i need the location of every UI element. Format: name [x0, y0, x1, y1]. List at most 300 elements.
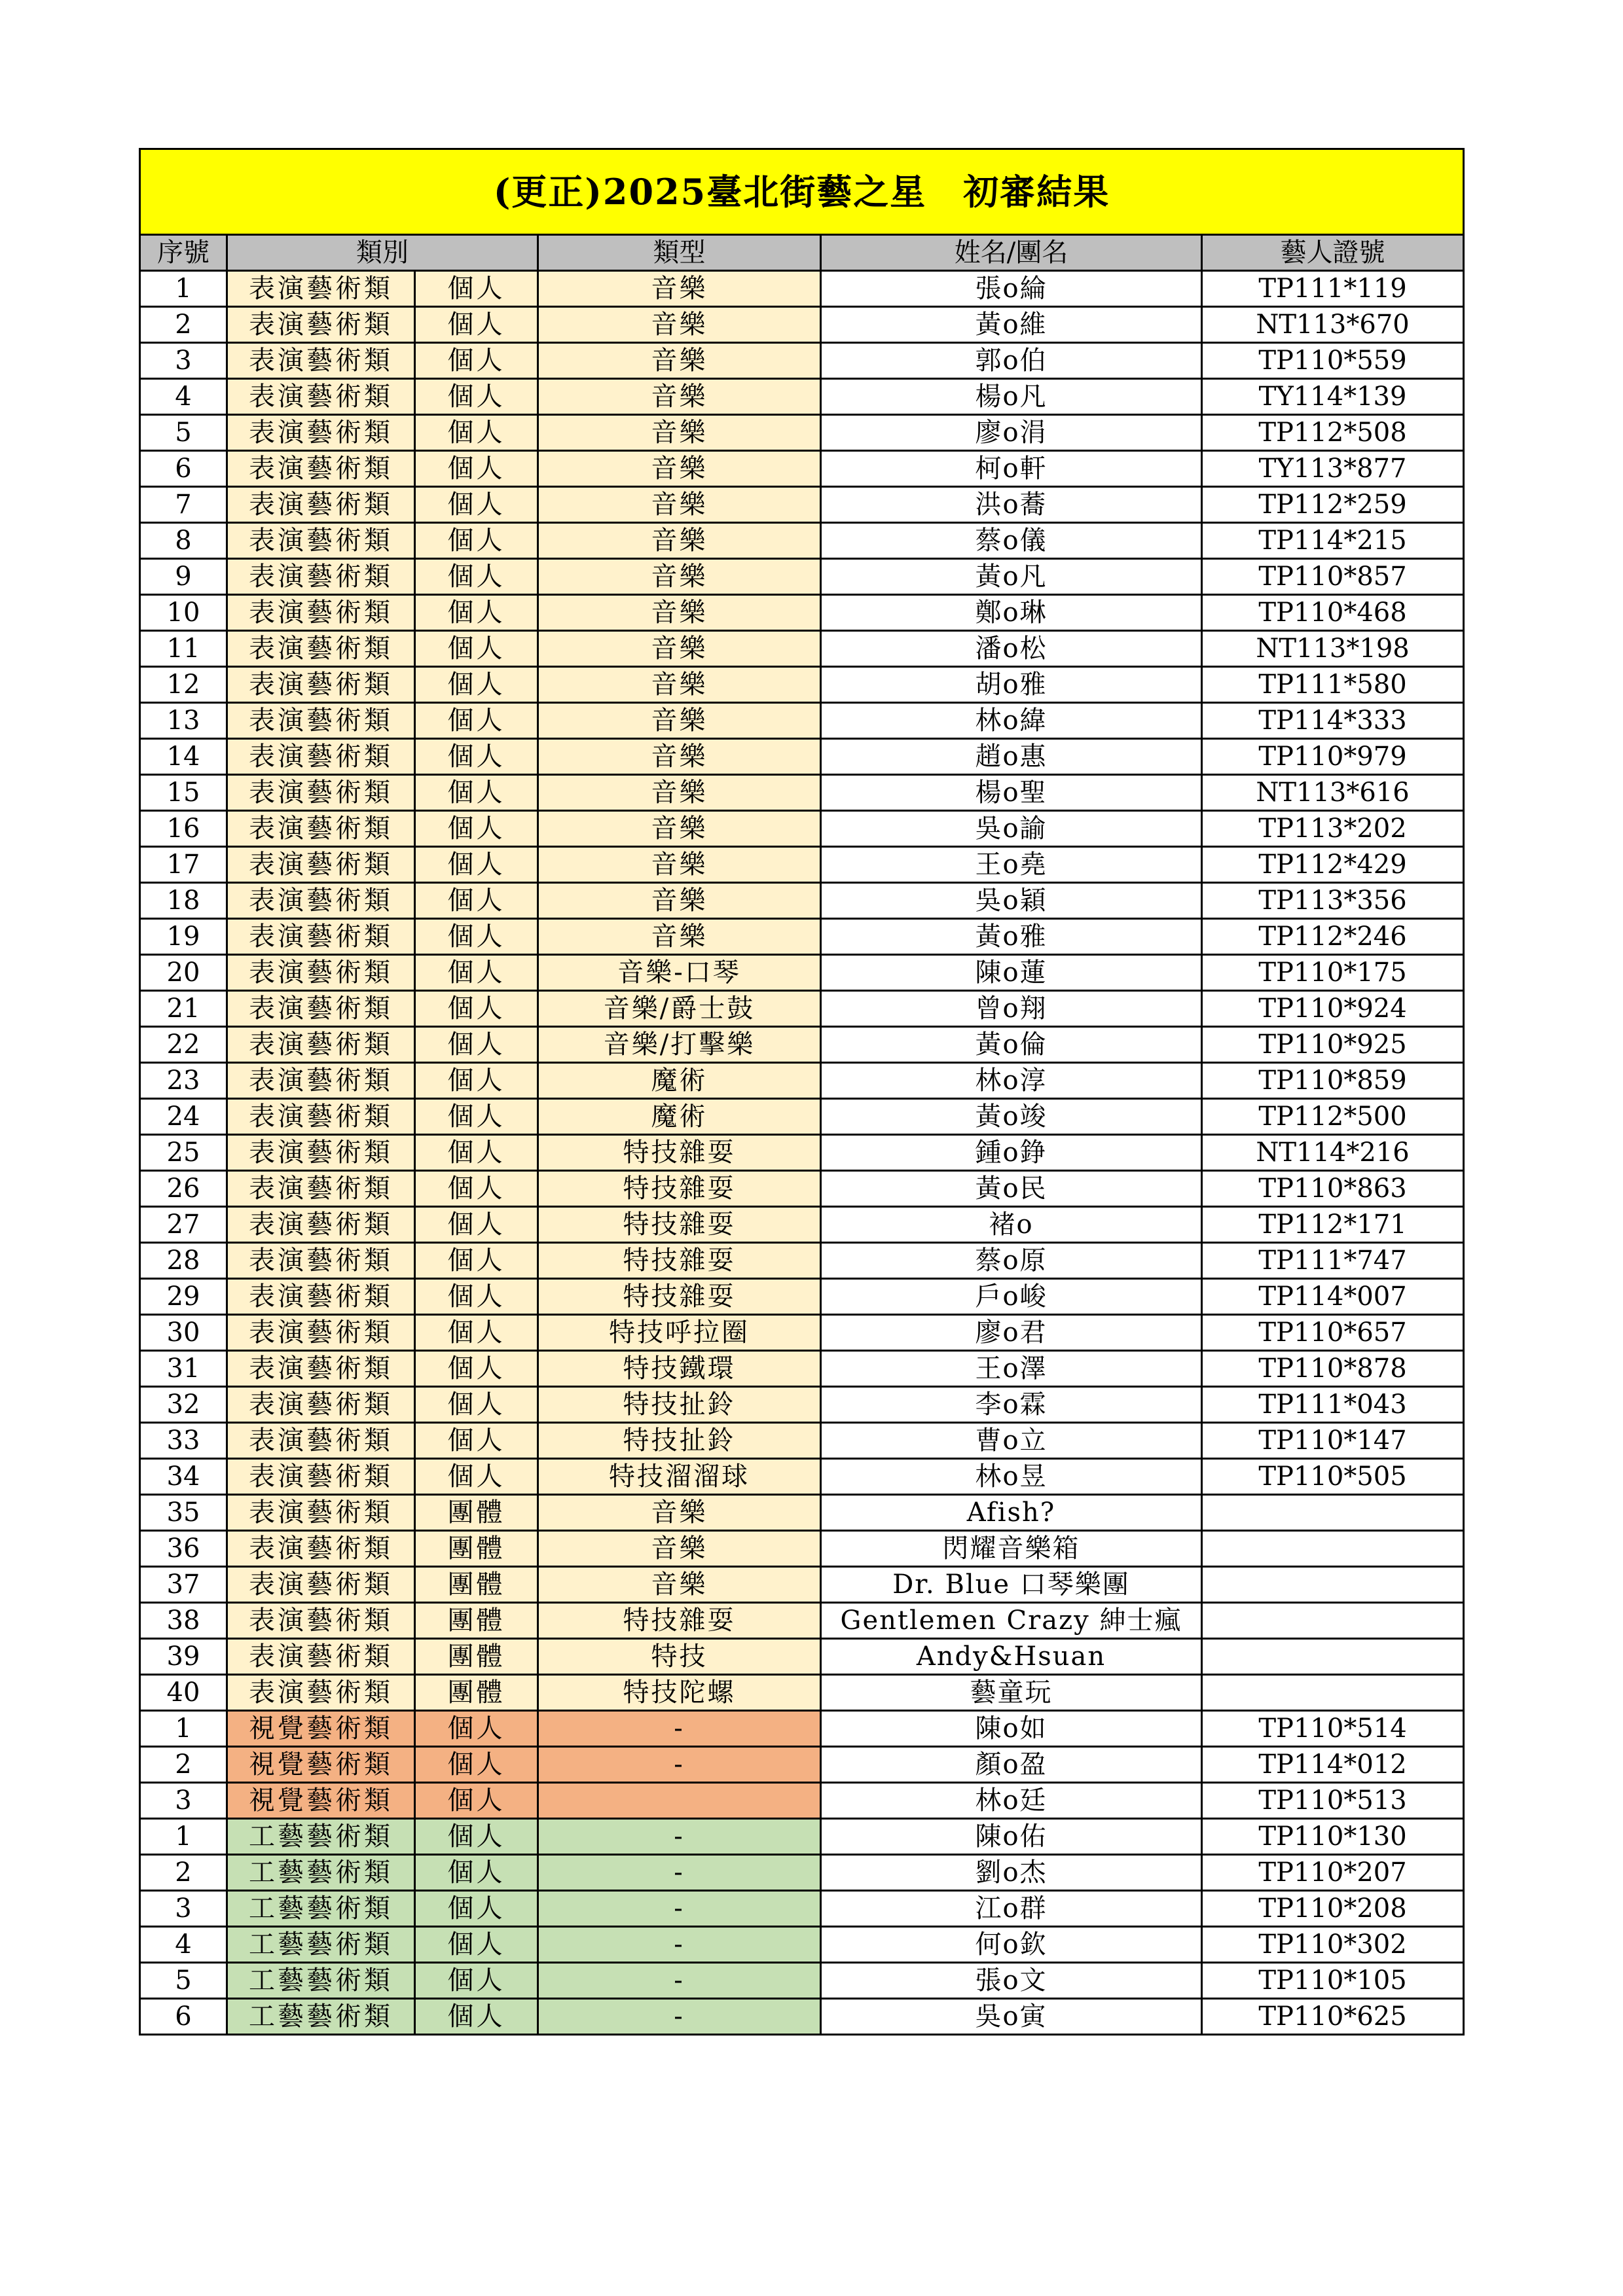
- type-cell: 音樂-口琴: [538, 955, 821, 991]
- table-row: [140, 451, 1464, 487]
- type-cell: 音樂: [538, 1567, 821, 1603]
- license-cell: TP110*859: [1202, 1063, 1464, 1099]
- row-number: 19: [140, 919, 227, 955]
- table-row: [140, 775, 1464, 811]
- row-number: 3: [140, 1783, 227, 1819]
- license-cell: TP111*580: [1202, 667, 1464, 703]
- name-cell: 楊o凡: [821, 379, 1202, 415]
- table-row: [140, 1927, 1464, 1963]
- table-body: [140, 271, 1464, 2035]
- license-cell: TP110*657: [1202, 1315, 1464, 1351]
- name-cell: 林o淳: [821, 1063, 1202, 1099]
- license-cell: TP112*429: [1202, 847, 1464, 883]
- table-row: [140, 1351, 1464, 1387]
- category-cell: 表演藝術類: [227, 1279, 415, 1315]
- type-cell: 特技雜耍: [538, 1207, 821, 1243]
- subcategory-cell: 個人: [415, 451, 538, 487]
- row-number: 28: [140, 1243, 227, 1279]
- license-cell: TP110*878: [1202, 1351, 1464, 1387]
- row-number: 27: [140, 1207, 227, 1243]
- subcategory-cell: 個人: [415, 271, 538, 307]
- name-cell: 吳o諭: [821, 811, 1202, 847]
- name-cell: 江o群: [821, 1891, 1202, 1927]
- row-number: 31: [140, 1351, 227, 1387]
- name-cell: 李o霖: [821, 1387, 1202, 1423]
- table-row: [140, 1135, 1464, 1171]
- category-cell: 表演藝術類: [227, 1639, 415, 1675]
- results-table: [139, 148, 1465, 2036]
- subcategory-cell: 個人: [415, 955, 538, 991]
- category-cell: 表演藝術類: [227, 1531, 415, 1567]
- subcategory-cell: 個人: [415, 1171, 538, 1207]
- license-cell: TP110*863: [1202, 1171, 1464, 1207]
- name-cell: 曾o翔: [821, 991, 1202, 1027]
- type-cell: 音樂: [538, 811, 821, 847]
- category-cell: 表演藝術類: [227, 919, 415, 955]
- category-cell: 表演藝術類: [227, 1099, 415, 1135]
- name-cell: 黃o竣: [821, 1099, 1202, 1135]
- subcategory-cell: 個人: [415, 1063, 538, 1099]
- category-cell: 表演藝術類: [227, 847, 415, 883]
- table-row: [140, 1567, 1464, 1603]
- type-cell: -: [538, 1891, 821, 1927]
- header-type: 類型: [538, 235, 821, 271]
- subcategory-cell: 個人: [415, 775, 538, 811]
- row-number: 32: [140, 1387, 227, 1423]
- category-cell: 表演藝術類: [227, 1387, 415, 1423]
- license-cell: TP111*119: [1202, 271, 1464, 307]
- category-cell: 表演藝術類: [227, 1675, 415, 1711]
- header-category: 類別: [227, 235, 538, 271]
- type-cell: 音樂: [538, 595, 821, 631]
- type-cell: 音樂: [538, 415, 821, 451]
- license-cell: TP110*208: [1202, 1891, 1464, 1927]
- row-number: 20: [140, 955, 227, 991]
- table-row: [140, 1207, 1464, 1243]
- name-cell: 洪o蕎: [821, 487, 1202, 523]
- row-number: 4: [140, 379, 227, 415]
- table-row: [140, 271, 1464, 307]
- name-cell: 王o澤: [821, 1351, 1202, 1387]
- table-row: [140, 1999, 1464, 2035]
- row-number: 37: [140, 1567, 227, 1603]
- type-cell: 特技鐵環: [538, 1351, 821, 1387]
- category-cell: 工藝藝術類: [227, 1819, 415, 1855]
- name-cell: Gentlemen Crazy 紳士瘋: [821, 1603, 1202, 1639]
- category-cell: 表演藝術類: [227, 1243, 415, 1279]
- subcategory-cell: 個人: [415, 631, 538, 667]
- name-cell: 吳o穎: [821, 883, 1202, 919]
- type-cell: 音樂: [538, 739, 821, 775]
- table-row: [140, 1171, 1464, 1207]
- category-cell: 表演藝術類: [227, 1063, 415, 1099]
- row-number: 1: [140, 271, 227, 307]
- table-row: [140, 559, 1464, 595]
- row-number: 2: [140, 1747, 227, 1783]
- license-cell: TP110*857: [1202, 559, 1464, 595]
- name-cell: 陳o蓮: [821, 955, 1202, 991]
- license-cell: TP112*500: [1202, 1099, 1464, 1135]
- row-number: 35: [140, 1495, 227, 1531]
- name-cell: 陳o如: [821, 1711, 1202, 1747]
- row-number: 10: [140, 595, 227, 631]
- name-cell: 趙o惠: [821, 739, 1202, 775]
- row-number: 29: [140, 1279, 227, 1315]
- table-row: [140, 307, 1464, 343]
- license-cell: [1202, 1675, 1464, 1711]
- table-row: [140, 919, 1464, 955]
- subcategory-cell: 團體: [415, 1639, 538, 1675]
- subcategory-cell: 個人: [415, 1891, 538, 1927]
- table-row: [140, 595, 1464, 631]
- row-number: 2: [140, 1855, 227, 1891]
- type-cell: -: [538, 1999, 821, 2035]
- type-cell: 音樂/打擊樂: [538, 1027, 821, 1063]
- row-number: 24: [140, 1099, 227, 1135]
- license-cell: TP114*215: [1202, 523, 1464, 559]
- license-cell: TP111*043: [1202, 1387, 1464, 1423]
- row-number: 6: [140, 451, 227, 487]
- license-cell: TP112*171: [1202, 1207, 1464, 1243]
- name-cell: 蔡o儀: [821, 523, 1202, 559]
- subcategory-cell: 個人: [415, 1207, 538, 1243]
- type-cell: 特技雜耍: [538, 1243, 821, 1279]
- category-cell: 表演藝術類: [227, 1207, 415, 1243]
- name-cell: 黃o倫: [821, 1027, 1202, 1063]
- license-cell: TP110*207: [1202, 1855, 1464, 1891]
- category-cell: 表演藝術類: [227, 739, 415, 775]
- header-row: [140, 235, 1464, 271]
- subcategory-cell: 個人: [415, 703, 538, 739]
- category-cell: 視覺藝術類: [227, 1711, 415, 1747]
- subcategory-cell: 個人: [415, 1747, 538, 1783]
- license-cell: NT113*670: [1202, 307, 1464, 343]
- license-cell: TP110*979: [1202, 739, 1464, 775]
- type-cell: 特技溜溜球: [538, 1459, 821, 1495]
- license-cell: TP112*508: [1202, 415, 1464, 451]
- category-cell: 視覺藝術類: [227, 1783, 415, 1819]
- license-cell: TY114*139: [1202, 379, 1464, 415]
- name-cell: 鍾o錚: [821, 1135, 1202, 1171]
- license-cell: [1202, 1531, 1464, 1567]
- row-number: 1: [140, 1819, 227, 1855]
- subcategory-cell: 團體: [415, 1531, 538, 1567]
- license-cell: TP114*007: [1202, 1279, 1464, 1315]
- name-cell: 楊o聖: [821, 775, 1202, 811]
- row-number: 9: [140, 559, 227, 595]
- row-number: 16: [140, 811, 227, 847]
- type-cell: 特技陀螺: [538, 1675, 821, 1711]
- table-row: [140, 523, 1464, 559]
- license-cell: TP110*105: [1202, 1963, 1464, 1999]
- name-cell: 戶o峻: [821, 1279, 1202, 1315]
- name-cell: 胡o雅: [821, 667, 1202, 703]
- license-cell: [1202, 1495, 1464, 1531]
- license-cell: TP114*333: [1202, 703, 1464, 739]
- category-cell: 表演藝術類: [227, 1603, 415, 1639]
- row-number: 5: [140, 415, 227, 451]
- category-cell: 工藝藝術類: [227, 1999, 415, 2035]
- name-cell: 柯o軒: [821, 451, 1202, 487]
- name-cell: 張o綸: [821, 271, 1202, 307]
- table-row: [140, 1459, 1464, 1495]
- subcategory-cell: 個人: [415, 1855, 538, 1891]
- license-cell: TP110*514: [1202, 1711, 1464, 1747]
- name-cell: 林o昱: [821, 1459, 1202, 1495]
- category-cell: 表演藝術類: [227, 1423, 415, 1459]
- table-row: [140, 883, 1464, 919]
- type-cell: 特技: [538, 1639, 821, 1675]
- row-number: 13: [140, 703, 227, 739]
- name-cell: 黃o維: [821, 307, 1202, 343]
- category-cell: 工藝藝術類: [227, 1927, 415, 1963]
- table-row: [140, 667, 1464, 703]
- type-cell: 特技雜耍: [538, 1171, 821, 1207]
- row-number: 21: [140, 991, 227, 1027]
- row-number: 26: [140, 1171, 227, 1207]
- license-cell: NT113*198: [1202, 631, 1464, 667]
- license-cell: TP112*259: [1202, 487, 1464, 523]
- subcategory-cell: 個人: [415, 1027, 538, 1063]
- type-cell: -: [538, 1927, 821, 1963]
- category-cell: 表演藝術類: [227, 559, 415, 595]
- license-cell: [1202, 1603, 1464, 1639]
- subcategory-cell: 個人: [415, 1963, 538, 1999]
- category-cell: 表演藝術類: [227, 883, 415, 919]
- row-number: 38: [140, 1603, 227, 1639]
- subcategory-cell: 個人: [415, 307, 538, 343]
- type-cell: 特技扯鈴: [538, 1423, 821, 1459]
- subcategory-cell: 個人: [415, 991, 538, 1027]
- table-row: [140, 703, 1464, 739]
- subcategory-cell: 團體: [415, 1567, 538, 1603]
- type-cell: 音樂: [538, 847, 821, 883]
- row-number: 11: [140, 631, 227, 667]
- row-number: 23: [140, 1063, 227, 1099]
- type-cell: 音樂: [538, 703, 821, 739]
- name-cell: 林o廷: [821, 1783, 1202, 1819]
- license-cell: TP110*559: [1202, 343, 1464, 379]
- type-cell: 音樂: [538, 487, 821, 523]
- type-cell: 音樂: [538, 667, 821, 703]
- table-row: [140, 1279, 1464, 1315]
- name-cell: 黃o民: [821, 1171, 1202, 1207]
- subcategory-cell: 個人: [415, 523, 538, 559]
- license-cell: TP110*625: [1202, 1999, 1464, 2035]
- subcategory-cell: 個人: [415, 1279, 538, 1315]
- category-cell: 表演藝術類: [227, 775, 415, 811]
- row-number: 5: [140, 1963, 227, 1999]
- table-row: [140, 1387, 1464, 1423]
- subcategory-cell: 個人: [415, 919, 538, 955]
- name-cell: 閃耀音樂箱: [821, 1531, 1202, 1567]
- license-cell: [1202, 1567, 1464, 1603]
- name-cell: 廖o涓: [821, 415, 1202, 451]
- type-cell: 特技雜耍: [538, 1603, 821, 1639]
- subcategory-cell: 個人: [415, 739, 538, 775]
- subcategory-cell: 個人: [415, 379, 538, 415]
- row-number: 2: [140, 307, 227, 343]
- name-cell: 黃o凡: [821, 559, 1202, 595]
- row-number: 30: [140, 1315, 227, 1351]
- table-row: [140, 1855, 1464, 1891]
- table-row: [140, 1963, 1464, 1999]
- row-number: 15: [140, 775, 227, 811]
- name-cell: 郭o伯: [821, 343, 1202, 379]
- table-row: [140, 1531, 1464, 1567]
- subcategory-cell: 個人: [415, 1819, 538, 1855]
- name-cell: 潘o松: [821, 631, 1202, 667]
- header-no: 序號: [140, 235, 227, 271]
- name-cell: 顏o盈: [821, 1747, 1202, 1783]
- subcategory-cell: 個人: [415, 1099, 538, 1135]
- table-row: [140, 1603, 1464, 1639]
- subcategory-cell: 個人: [415, 1711, 538, 1747]
- table-row: [140, 1819, 1464, 1855]
- row-number: 40: [140, 1675, 227, 1711]
- license-cell: TP110*147: [1202, 1423, 1464, 1459]
- license-cell: TP111*747: [1202, 1243, 1464, 1279]
- table-row: [140, 1783, 1464, 1819]
- table-row: [140, 487, 1464, 523]
- row-number: 1: [140, 1711, 227, 1747]
- category-cell: 表演藝術類: [227, 415, 415, 451]
- type-cell: 音樂: [538, 919, 821, 955]
- table-row: [140, 1315, 1464, 1351]
- name-cell: 鄭o琳: [821, 595, 1202, 631]
- table-row: [140, 343, 1464, 379]
- row-number: 14: [140, 739, 227, 775]
- type-cell: 音樂: [538, 559, 821, 595]
- category-cell: 表演藝術類: [227, 487, 415, 523]
- row-number: 3: [140, 343, 227, 379]
- row-number: 3: [140, 1891, 227, 1927]
- category-cell: 表演藝術類: [227, 631, 415, 667]
- subcategory-cell: 團體: [415, 1495, 538, 1531]
- header-name: 姓名/團名: [821, 235, 1202, 271]
- subcategory-cell: 個人: [415, 847, 538, 883]
- row-number: 8: [140, 523, 227, 559]
- row-number: 4: [140, 1927, 227, 1963]
- header-license: 藝人證號: [1202, 235, 1464, 271]
- subcategory-cell: 個人: [415, 811, 538, 847]
- name-cell: 張o文: [821, 1963, 1202, 1999]
- subcategory-cell: 個人: [415, 667, 538, 703]
- type-cell: -: [538, 1855, 821, 1891]
- category-cell: 表演藝術類: [227, 1495, 415, 1531]
- category-cell: 表演藝術類: [227, 703, 415, 739]
- type-cell: 音樂: [538, 883, 821, 919]
- table-row: [140, 1711, 1464, 1747]
- row-number: 12: [140, 667, 227, 703]
- category-cell: 工藝藝術類: [227, 1855, 415, 1891]
- name-cell: Andy&Hsuan: [821, 1639, 1202, 1675]
- name-cell: 藝童玩: [821, 1675, 1202, 1711]
- type-cell: 魔術: [538, 1099, 821, 1135]
- table-row: [140, 1099, 1464, 1135]
- row-number: 25: [140, 1135, 227, 1171]
- category-cell: 表演藝術類: [227, 1315, 415, 1351]
- license-cell: TP114*012: [1202, 1747, 1464, 1783]
- subcategory-cell: 團體: [415, 1603, 538, 1639]
- license-cell: [1202, 1639, 1464, 1675]
- subcategory-cell: 個人: [415, 1999, 538, 2035]
- name-cell: 何o欽: [821, 1927, 1202, 1963]
- name-cell: 廖o君: [821, 1315, 1202, 1351]
- table-row: [140, 1063, 1464, 1099]
- table-row: [140, 1639, 1464, 1675]
- table-row: [140, 1891, 1464, 1927]
- table-row: [140, 1243, 1464, 1279]
- license-cell: TP113*202: [1202, 811, 1464, 847]
- table-row: [140, 1675, 1464, 1711]
- license-cell: NT114*216: [1202, 1135, 1464, 1171]
- category-cell: 表演藝術類: [227, 523, 415, 559]
- table-row: [140, 1495, 1464, 1531]
- category-cell: 表演藝術類: [227, 667, 415, 703]
- table-row: [140, 847, 1464, 883]
- category-cell: 表演藝術類: [227, 1567, 415, 1603]
- type-cell: -: [538, 1747, 821, 1783]
- subcategory-cell: 個人: [415, 595, 538, 631]
- category-cell: 表演藝術類: [227, 991, 415, 1027]
- row-number: 22: [140, 1027, 227, 1063]
- type-cell: 音樂: [538, 451, 821, 487]
- name-cell: 林o緯: [821, 703, 1202, 739]
- table-row: [140, 955, 1464, 991]
- license-cell: TP110*505: [1202, 1459, 1464, 1495]
- row-number: 39: [140, 1639, 227, 1675]
- row-number: 34: [140, 1459, 227, 1495]
- type-cell: [538, 1783, 821, 1819]
- category-cell: 表演藝術類: [227, 1171, 415, 1207]
- category-cell: 表演藝術類: [227, 595, 415, 631]
- type-cell: 音樂: [538, 307, 821, 343]
- subcategory-cell: 團體: [415, 1675, 538, 1711]
- type-cell: 音樂: [538, 523, 821, 559]
- row-number: 17: [140, 847, 227, 883]
- row-number: 7: [140, 487, 227, 523]
- subcategory-cell: 個人: [415, 1351, 538, 1387]
- table-row: [140, 415, 1464, 451]
- category-cell: 表演藝術類: [227, 307, 415, 343]
- license-cell: TP110*925: [1202, 1027, 1464, 1063]
- row-number: 18: [140, 883, 227, 919]
- subcategory-cell: 個人: [415, 1783, 538, 1819]
- type-cell: 音樂: [538, 271, 821, 307]
- name-cell: 吳o寅: [821, 1999, 1202, 2035]
- category-cell: 工藝藝術類: [227, 1891, 415, 1927]
- license-cell: TY113*877: [1202, 451, 1464, 487]
- table-row: [140, 379, 1464, 415]
- category-cell: 表演藝術類: [227, 271, 415, 307]
- subcategory-cell: 個人: [415, 415, 538, 451]
- subcategory-cell: 個人: [415, 487, 538, 523]
- category-cell: 表演藝術類: [227, 451, 415, 487]
- name-cell: Dr. Blue 口琴樂團: [821, 1567, 1202, 1603]
- subcategory-cell: 個人: [415, 559, 538, 595]
- category-cell: 表演藝術類: [227, 343, 415, 379]
- subcategory-cell: 個人: [415, 1315, 538, 1351]
- name-cell: 劉o杰: [821, 1855, 1202, 1891]
- category-cell: 視覺藝術類: [227, 1747, 415, 1783]
- subcategory-cell: 個人: [415, 1135, 538, 1171]
- subcategory-cell: 個人: [415, 1243, 538, 1279]
- table-row: [140, 991, 1464, 1027]
- subcategory-cell: 個人: [415, 1459, 538, 1495]
- category-cell: 表演藝術類: [227, 811, 415, 847]
- subcategory-cell: 個人: [415, 343, 538, 379]
